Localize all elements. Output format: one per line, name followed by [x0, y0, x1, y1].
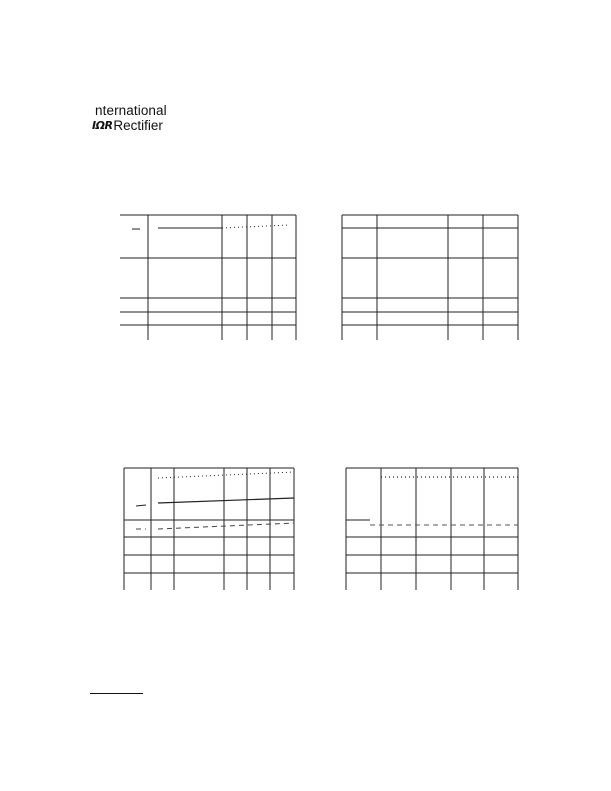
table-top-left-dotted: [222, 225, 290, 228]
solid-rule: [158, 498, 294, 503]
logo-text-rectifier: Rectifier: [113, 118, 163, 133]
ir-logo-icon: IΩR: [92, 119, 113, 132]
dotted-rule: [158, 472, 294, 478]
footnote-rule: [90, 693, 143, 694]
table-bottom-right: [346, 468, 518, 590]
table-top-right: [342, 215, 518, 340]
table-bottom-left: [124, 468, 294, 590]
table-mark: [136, 505, 146, 506]
table-top-left: [120, 215, 296, 340]
dotted-rule: [222, 225, 290, 228]
dashed-rule: [158, 523, 294, 529]
logo-line-1: nternational: [95, 103, 167, 118]
table-bottom-left-dotted: [158, 472, 294, 478]
